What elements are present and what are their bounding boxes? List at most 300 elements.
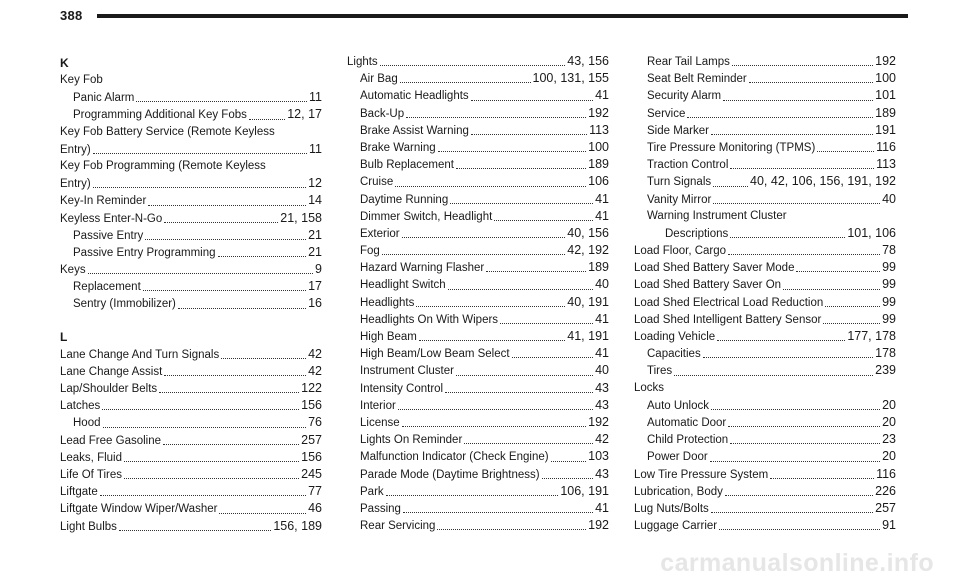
entry-pages: 189 <box>588 260 609 275</box>
entry-label: Daytime Running <box>360 193 449 206</box>
dot-leader <box>119 530 271 531</box>
index-subentry <box>634 414 896 431</box>
dot-leader <box>711 409 880 410</box>
index-entry <box>634 259 896 276</box>
index-column-2 <box>347 53 609 534</box>
dot-leader <box>136 101 307 102</box>
index-entry <box>634 466 896 483</box>
entry-label: Load Shed Battery Saver On <box>634 279 782 292</box>
index-entry <box>634 242 896 259</box>
dot-leader <box>178 308 306 309</box>
entry-pages: 41 <box>595 208 609 223</box>
dot-leader <box>725 495 873 496</box>
dot-leader <box>713 186 748 187</box>
entry-pages: 156 <box>301 449 322 464</box>
index-entry <box>60 500 322 517</box>
entry-label: Hood <box>73 417 101 430</box>
entry-pages: 99 <box>882 311 896 326</box>
index-subentry <box>634 208 896 225</box>
dot-leader <box>464 443 593 444</box>
entry-pages: 99 <box>882 294 896 309</box>
dot-leader <box>249 119 285 120</box>
entry-label: Low Tire Pressure System <box>634 468 769 481</box>
entry-label: Loading Vehicle <box>634 331 716 343</box>
entry-pages: 77 <box>308 484 322 499</box>
entry-pages: 40, 191 <box>567 294 609 309</box>
entry-label: Traction Control <box>647 159 729 172</box>
dot-leader <box>164 222 278 223</box>
entry-label: Locks <box>634 381 665 394</box>
index-subentry <box>347 208 609 225</box>
entry-pages: 99 <box>882 260 896 275</box>
entry-label: Brake Warning <box>360 141 436 154</box>
dot-leader <box>494 220 593 221</box>
entry-label: Park <box>360 485 384 498</box>
dot-leader <box>218 256 307 257</box>
entry-pages: 12, 17 <box>287 107 322 122</box>
entry-label: Brake Assist Warning <box>360 124 469 137</box>
entry-label: Panic Alarm <box>73 92 135 105</box>
entry-label: Entry) <box>60 178 91 191</box>
index-subentry <box>347 294 609 311</box>
index-entry <box>60 483 322 500</box>
entry-label: Automatic Door <box>647 416 727 429</box>
entry-label: Key Fob Battery Service (Remote Keyless <box>60 125 275 138</box>
dot-leader <box>124 478 299 479</box>
dot-leader <box>703 357 873 358</box>
dot-leader <box>730 237 845 238</box>
entry-pages: 226 <box>875 483 896 498</box>
entry-label: Vanity Mirror <box>647 193 712 206</box>
entry-pages: 101 <box>875 88 896 103</box>
dot-leader <box>730 168 874 169</box>
entry-label: Latches <box>60 400 101 413</box>
entry-pages: 40 <box>595 277 609 292</box>
entry-label: Keys <box>60 264 86 277</box>
index-subentry <box>60 244 322 261</box>
index-subentry <box>347 517 609 534</box>
entry-pages: 14 <box>308 193 322 208</box>
index-subentry <box>347 362 609 379</box>
entry-pages: 116 <box>876 139 896 154</box>
entry-pages: 43 <box>595 380 609 395</box>
index-subentry <box>347 276 609 293</box>
entry-label: Lap/Shoulder Belts <box>60 383 158 395</box>
entry-pages: 189 <box>875 105 896 120</box>
dot-leader <box>102 409 299 410</box>
index-subentry <box>347 191 609 208</box>
entry-label: Malfunction Indicator (Check Engine) <box>360 451 549 464</box>
dot-leader <box>823 323 880 324</box>
entry-label: High Beam/Low Beam Select <box>360 348 510 361</box>
section-letter: L <box>60 329 68 344</box>
dot-leader <box>163 444 299 445</box>
entry-pages: 78 <box>882 243 896 258</box>
index-subentry <box>347 173 609 190</box>
entry-pages: 113 <box>589 122 609 137</box>
entry-label: License <box>360 416 400 429</box>
page-number: 388 <box>60 8 83 23</box>
entry-pages: 100, 131, 155 <box>532 71 609 86</box>
entry-label: Bulb Replacement <box>360 159 454 172</box>
index-entry <box>60 363 322 380</box>
index-subentry <box>347 156 609 173</box>
index-subentry <box>60 106 322 123</box>
index-entry <box>634 328 896 345</box>
entry-pages: 106, 191 <box>560 483 609 498</box>
dot-leader <box>380 65 566 66</box>
header-rule <box>97 14 908 18</box>
dot-leader <box>93 153 307 154</box>
dot-leader <box>219 513 306 514</box>
section-letter: K <box>60 56 69 70</box>
entry-label: Tires <box>647 365 673 378</box>
index-subentry <box>347 122 609 139</box>
dot-leader <box>713 203 880 204</box>
entry-label: Power Door <box>647 451 708 464</box>
entry-label: Key-In Reminder <box>60 195 147 208</box>
index-entry <box>60 449 322 466</box>
index-subentry <box>634 156 896 173</box>
dot-leader <box>100 495 306 496</box>
index-column-1 <box>60 55 322 535</box>
index-subentry <box>60 414 322 431</box>
entry-pages: 40, 42, 106, 156, 191, 192 <box>750 174 896 189</box>
entry-label: Load Shed Intelligent Battery Sensor <box>634 313 822 326</box>
entry-pages: 239 <box>875 363 896 378</box>
entry-pages: 20 <box>882 397 896 412</box>
index-entry <box>60 141 322 158</box>
entry-label: Load Shed Battery Saver Mode <box>634 262 795 275</box>
entry-pages: 41 <box>595 88 609 103</box>
dot-leader <box>456 375 593 376</box>
index-entry <box>60 518 322 535</box>
dot-leader <box>445 392 593 393</box>
index-entry <box>60 158 322 175</box>
entry-pages: 43, 156 <box>567 54 609 68</box>
entry-label: Turn Signals <box>647 176 712 189</box>
entry-label: Programming Additional Key Fobs <box>73 109 247 122</box>
entry-label: Passive Entry Programming <box>73 246 216 259</box>
index-entry <box>60 192 322 209</box>
entry-label: Entry) <box>60 143 91 156</box>
dot-leader <box>386 495 559 496</box>
entry-pages: 192 <box>588 105 609 120</box>
entry-pages: 40 <box>595 363 609 378</box>
dot-leader <box>88 273 313 274</box>
entry-label: High Beam <box>360 331 417 343</box>
dot-leader <box>103 427 307 428</box>
entry-pages: 106 <box>588 174 609 189</box>
dot-leader <box>796 271 880 272</box>
entry-pages: 11 <box>309 90 322 105</box>
entry-label: Descriptions <box>665 227 729 240</box>
entry-label: Instrument Cluster <box>360 365 454 378</box>
dot-leader <box>145 239 306 240</box>
entry-pages: 9 <box>315 262 322 277</box>
entry-label: Service <box>647 107 686 120</box>
index-entry <box>60 466 322 483</box>
dot-leader <box>395 186 586 187</box>
index-subentry <box>634 139 896 156</box>
entry-label: Lights <box>347 56 378 68</box>
entry-label: Keyless Enter-N-Go <box>60 212 163 225</box>
entry-pages: 122 <box>301 381 322 395</box>
index-subentry <box>60 295 322 312</box>
dot-leader <box>93 187 306 188</box>
dot-leader <box>817 151 874 152</box>
entry-pages: 11 <box>309 141 322 156</box>
entry-pages: 189 <box>588 157 609 172</box>
entry-pages: 91 <box>882 518 896 533</box>
dot-leader <box>500 323 593 324</box>
entry-pages: 156, 189 <box>273 518 322 533</box>
index-subentry <box>347 70 609 87</box>
entry-pages: 41 <box>595 346 609 361</box>
dot-leader <box>732 65 873 66</box>
index-entry <box>634 517 896 534</box>
index-subentry <box>347 345 609 362</box>
dot-leader <box>825 306 880 307</box>
index-subentry <box>347 139 609 156</box>
entry-label: Capacities <box>647 348 701 361</box>
dot-leader <box>450 203 593 204</box>
entry-label: Key Fob <box>60 74 103 86</box>
entry-label: Security Alarm <box>647 90 722 103</box>
entry-label: Auto Unlock <box>647 399 710 412</box>
index-entry <box>60 124 322 141</box>
index-subentry <box>634 345 896 362</box>
index-entry <box>60 210 322 227</box>
dot-leader <box>687 117 873 118</box>
dot-leader <box>456 168 586 169</box>
entry-label: Seat Belt Reminder <box>647 73 747 86</box>
dot-leader <box>402 237 566 238</box>
entry-pages: 191 <box>875 122 896 137</box>
dot-leader <box>674 375 873 376</box>
entry-pages: 192 <box>875 54 896 68</box>
entry-label: Intensity Control <box>360 382 444 395</box>
index-subentry <box>347 87 609 104</box>
entry-pages: 192 <box>588 414 609 429</box>
entry-label: Interior <box>360 399 396 412</box>
entry-label: Liftgate Window Wiper/Washer <box>60 503 218 516</box>
entry-label: Rear Tail Lamps <box>647 56 730 68</box>
entry-label: Rear Servicing <box>360 520 436 533</box>
entry-label: Back-Up <box>360 107 405 120</box>
entry-pages: 41 <box>595 191 609 206</box>
index-entry <box>60 72 322 89</box>
entry-label: Lights On Reminder <box>360 434 463 447</box>
entry-label: Headlight Switch <box>360 279 446 292</box>
index-subentry <box>634 87 896 104</box>
entry-label: Load Shed Electrical Load Reduction <box>634 296 824 309</box>
dot-leader <box>542 478 593 479</box>
index-entry <box>60 175 322 192</box>
entry-pages: 41, 191 <box>567 329 609 343</box>
entry-pages: 42 <box>308 346 322 361</box>
index-subentry <box>634 448 896 465</box>
dot-leader <box>148 205 306 206</box>
dot-leader <box>551 461 587 462</box>
entry-pages: 178 <box>875 346 896 361</box>
dot-leader <box>416 306 565 307</box>
index-entry <box>60 261 322 278</box>
dot-leader <box>448 289 593 290</box>
dot-leader <box>728 426 880 427</box>
entry-pages: 100 <box>588 139 609 154</box>
entry-pages: 76 <box>308 415 322 430</box>
entry-label: Fog <box>360 245 380 258</box>
entry-pages: 23 <box>882 432 896 447</box>
entry-label: Exterior <box>360 227 400 240</box>
entry-pages: 101, 106 <box>847 225 896 240</box>
index-subentry <box>634 431 896 448</box>
entry-pages: 40 <box>882 191 896 206</box>
dot-leader <box>486 271 586 272</box>
dot-leader <box>406 117 586 118</box>
index-subentry <box>60 227 322 244</box>
dot-leader <box>419 340 565 341</box>
entry-pages: 156 <box>301 398 322 413</box>
entry-pages: 20 <box>882 449 896 464</box>
entry-pages: 42 <box>595 432 609 447</box>
dot-leader <box>221 358 306 359</box>
entry-label: Air Bag <box>360 73 398 86</box>
index-subentry <box>347 380 609 397</box>
entry-pages: 100 <box>875 71 896 86</box>
index-subentry <box>347 414 609 431</box>
dot-leader <box>723 100 873 101</box>
index-entry <box>634 500 896 517</box>
entry-label: Luggage Carrier <box>634 520 718 533</box>
dot-leader <box>400 82 531 83</box>
index-subentry <box>347 500 609 517</box>
index-subentry <box>347 105 609 122</box>
index-column-3 <box>634 53 896 534</box>
dot-leader <box>143 290 306 291</box>
entry-label: Hazard Warning Flasher <box>360 262 485 275</box>
entry-pages: 245 <box>301 466 322 481</box>
index-subentry <box>634 105 896 122</box>
index-subentry <box>347 431 609 448</box>
dot-leader <box>403 512 593 513</box>
index-subentry <box>347 311 609 328</box>
index-subentry <box>634 397 896 414</box>
index-subentry <box>60 89 322 106</box>
dot-leader <box>717 340 845 341</box>
entry-pages: 41 <box>595 311 609 326</box>
dot-leader <box>728 254 880 255</box>
entry-label: Dimmer Switch, Headlight <box>360 210 493 223</box>
entry-pages: 42, 192 <box>567 243 609 258</box>
entry-pages: 43 <box>595 466 609 481</box>
index-subentry <box>634 122 896 139</box>
dot-leader <box>159 392 299 393</box>
entry-pages: 40, 156 <box>567 225 609 240</box>
entry-label: Passing <box>360 502 401 515</box>
index-entry <box>60 380 322 397</box>
dot-leader <box>711 134 873 135</box>
entry-pages: 46 <box>308 501 322 516</box>
entry-label: Tire Pressure Monitoring (TPMS) <box>647 141 816 154</box>
index-subentry <box>347 483 609 500</box>
entry-pages: 17 <box>308 279 322 294</box>
entry-pages: 21 <box>308 244 322 259</box>
dot-leader <box>382 254 565 255</box>
entry-label: Headlights <box>360 296 415 309</box>
index-entry <box>347 53 609 70</box>
entry-label: Automatic Headlights <box>360 90 469 103</box>
entry-label: Replacement <box>73 281 141 294</box>
index-subentry <box>634 225 896 242</box>
entry-label: Child Protection <box>647 434 729 447</box>
dot-leader <box>124 461 299 462</box>
entry-pages: 99 <box>882 277 896 292</box>
entry-pages: 116 <box>876 466 896 481</box>
entry-pages: 257 <box>301 432 322 447</box>
entry-label: Light Bulbs <box>60 520 117 533</box>
section-spacer <box>60 313 322 329</box>
entry-label: Leaks, Fluid <box>60 451 123 464</box>
entry-label: Life Of Tires <box>60 468 122 481</box>
entry-pages: 20 <box>882 414 896 429</box>
index-entry <box>634 380 896 397</box>
entry-pages: 192 <box>588 518 609 533</box>
entry-pages: 12 <box>308 176 322 191</box>
index-subentry <box>60 278 322 295</box>
index-entry <box>60 397 322 414</box>
dot-leader <box>770 478 874 479</box>
index-subentry <box>347 225 609 242</box>
index-subentry <box>347 242 609 259</box>
entry-label: Lane Change Assist <box>60 365 163 378</box>
index-subentry <box>634 191 896 208</box>
dot-leader <box>438 151 587 152</box>
index-subentry <box>347 328 609 345</box>
index-subentry <box>634 53 896 70</box>
index-subentry <box>634 173 896 190</box>
entry-pages: 21, 158 <box>280 210 322 225</box>
entry-label: Lug Nuts/Bolts <box>634 502 709 515</box>
dot-leader <box>471 100 593 101</box>
entry-label: Liftgate <box>60 486 98 499</box>
dot-leader <box>710 461 880 462</box>
dot-leader <box>749 82 873 83</box>
watermark: carmanualsonline.info <box>660 549 934 577</box>
dot-leader <box>437 529 586 530</box>
index-entry <box>634 483 896 500</box>
dot-leader <box>398 409 593 410</box>
entry-label: Load Floor, Cargo <box>634 245 727 258</box>
index-entry <box>634 276 896 293</box>
index-entry <box>634 311 896 328</box>
entry-label: Side Marker <box>647 124 709 137</box>
dot-leader <box>719 529 880 530</box>
entry-label: Cruise <box>360 176 394 189</box>
index-subentry <box>634 362 896 379</box>
entry-pages: 42 <box>308 363 322 378</box>
entry-label: Headlights On With Wipers <box>360 313 499 326</box>
entry-label: Lubrication, Body <box>634 485 723 498</box>
entry-label: Lane Change And Turn Signals <box>60 348 220 361</box>
entry-pages: 43 <box>595 397 609 412</box>
entry-label: Warning Instrument Cluster <box>647 209 787 222</box>
entry-pages: 177, 178 <box>847 329 896 343</box>
dot-leader <box>783 289 880 290</box>
dot-leader <box>471 134 587 135</box>
entry-pages: 103 <box>588 449 609 464</box>
